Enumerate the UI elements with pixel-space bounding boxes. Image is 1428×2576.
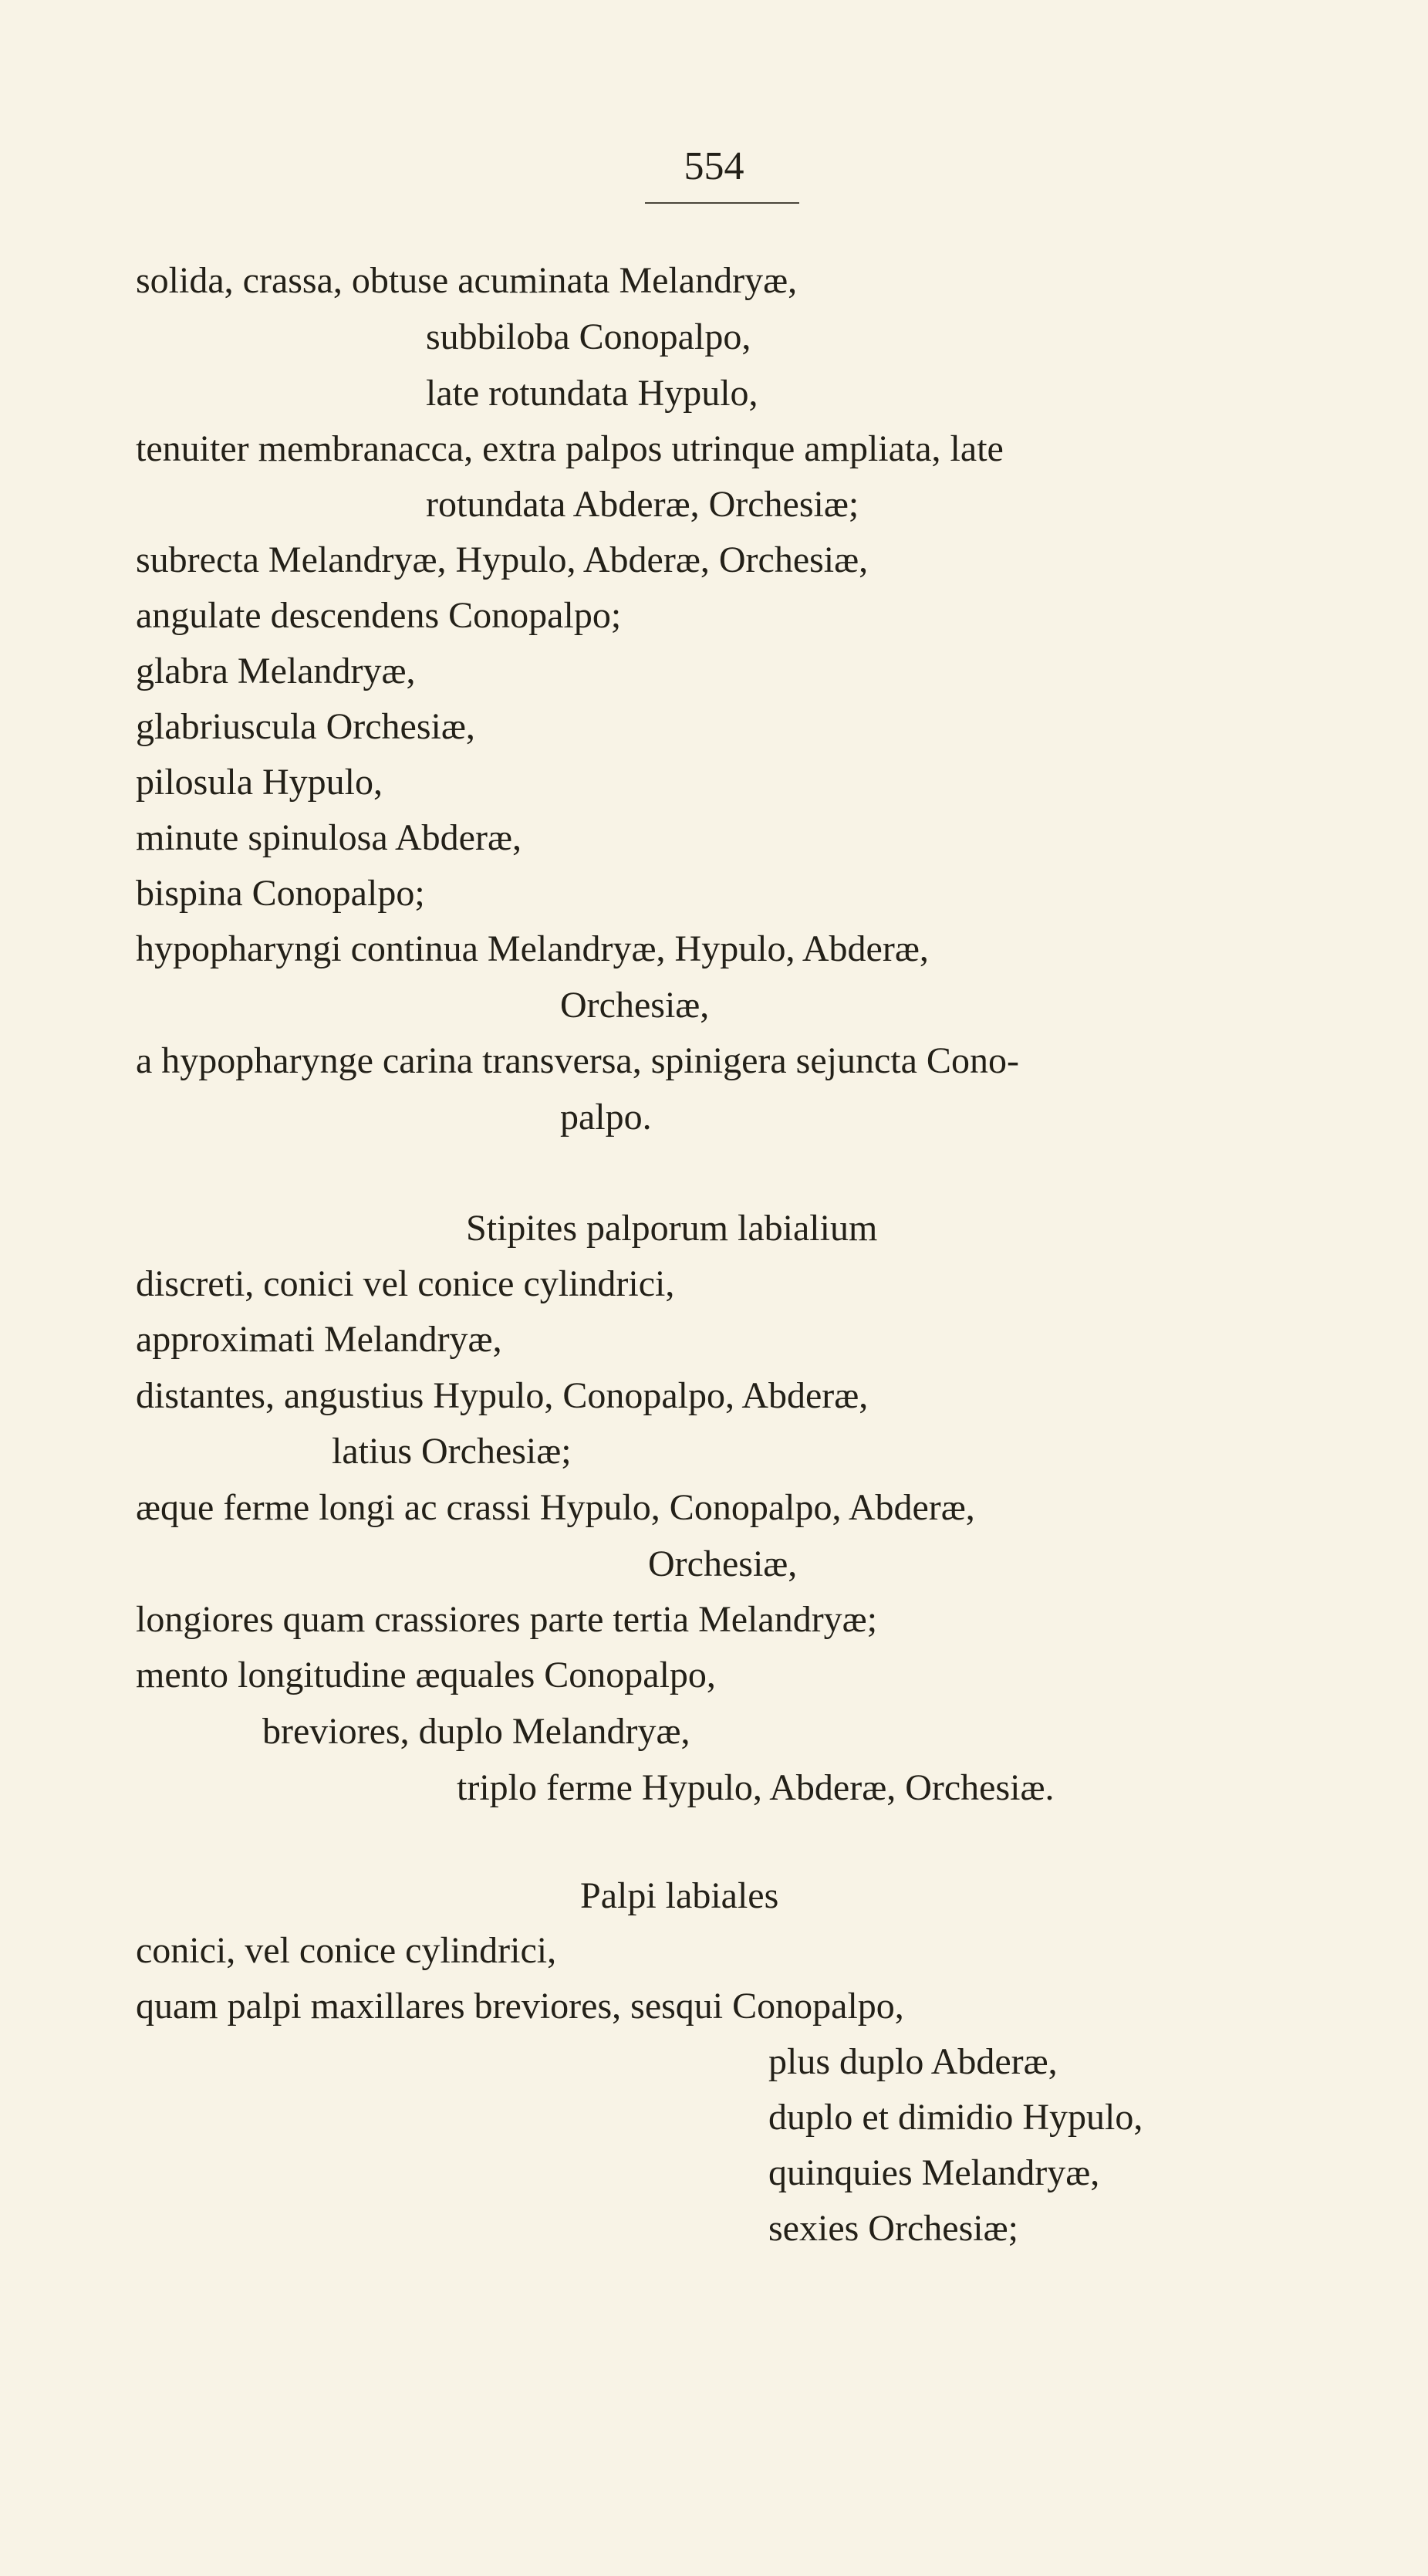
text-line-5: rotundata Abderæ, Orchesiæ; bbox=[426, 484, 859, 525]
text-line-13: hypopharyngi continua Melandryæ, Hypulo, Abderæ, bbox=[136, 928, 929, 969]
text-line-20: distantes, angustius Hypulo, Conopalpo, Abderæ, bbox=[136, 1375, 869, 1416]
page-number-rule bbox=[645, 202, 799, 204]
text-line-6: subrecta Melandryæ, Hypulo, Abderæ, Orchesiæ, bbox=[136, 539, 869, 580]
text-line-3: late rotundata Hypulo, bbox=[426, 373, 758, 414]
text-line-29: conici, vel conice cylindrici, bbox=[136, 1930, 557, 1971]
text-line-30: quam palpi maxillares breviores, sesqui Conopalpo, bbox=[136, 1986, 904, 2027]
text-line-34: sexies Orchesiæ; bbox=[768, 2208, 1018, 2249]
text-line-11: minute spinulosa Abderæ, bbox=[136, 817, 522, 858]
text-line-7: angulate descendens Conopalpo; bbox=[136, 595, 622, 636]
text-line-14: Orchesiæ, bbox=[560, 985, 710, 1026]
section-heading-stipites: Stipites palporum labialium bbox=[466, 1208, 878, 1249]
text-line-21: latius Orchesiæ; bbox=[332, 1431, 572, 1472]
text-line-4: tenuiter membranacca, extra palpos utrinque ampliata, late bbox=[136, 428, 1004, 469]
text-line-18: discreti, conici vel conice cylindrici, bbox=[136, 1263, 675, 1304]
text-line-19: approximati Melandryæ, bbox=[136, 1319, 502, 1360]
page-number: 554 bbox=[684, 144, 744, 188]
text-line-10: pilosula Hypulo, bbox=[136, 762, 383, 803]
text-line-1: solida, crassa, obtuse acuminata Melandryæ, bbox=[136, 260, 798, 301]
text-line-2: subbiloba Conopalpo, bbox=[426, 316, 751, 357]
text-line-8: glabra Melandryæ, bbox=[136, 651, 416, 691]
text-line-15: a hypopharynge carina transversa, spinigera sejuncta Cono- bbox=[136, 1040, 1019, 1081]
text-line-27: triplo ferme Hypulo, Abderæ, Orchesiæ. bbox=[457, 1767, 1055, 1808]
text-line-26: breviores, duplo Melandryæ, bbox=[262, 1711, 690, 1752]
text-line-23: Orchesiæ, bbox=[648, 1543, 798, 1584]
text-line-32: duplo et dimidio Hypulo, bbox=[768, 2097, 1143, 2138]
text-line-16: palpo. bbox=[560, 1097, 652, 1138]
text-line-24: longiores quam crassiores parte tertia Melandryæ; bbox=[136, 1599, 878, 1640]
text-line-12: bispina Conopalpo; bbox=[136, 873, 425, 914]
text-line-9: glabriuscula Orchesiæ, bbox=[136, 706, 475, 747]
section-heading-palpi: Palpi labiales bbox=[580, 1875, 779, 1916]
text-line-25: mento longitudine æquales Conopalpo, bbox=[136, 1655, 716, 1695]
text-line-31: plus duplo Abderæ, bbox=[768, 2041, 1058, 2082]
text-line-22: æque ferme longi ac crassi Hypulo, Conopalpo, Abderæ, bbox=[136, 1487, 975, 1528]
text-line-33: quinquies Melandryæ, bbox=[768, 2152, 1100, 2193]
